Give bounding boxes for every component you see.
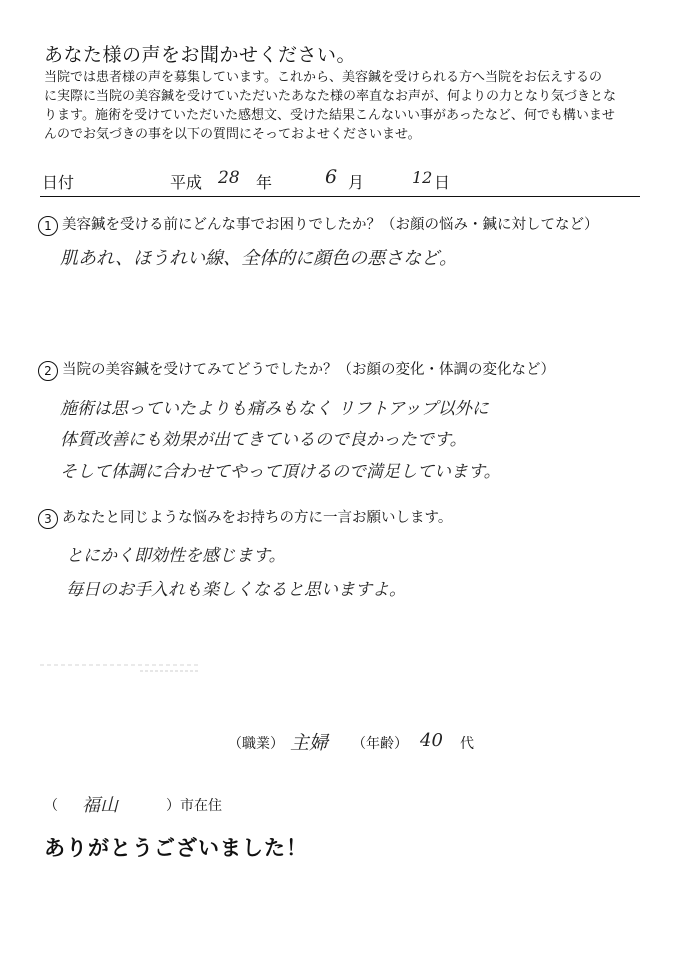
date-day-value: 12	[412, 168, 433, 187]
intro-line: んのでお気づきの事を以下の質問にそっておよせくださいませ。	[44, 127, 421, 142]
occupation-label: （職業）	[228, 736, 284, 752]
age-suffix: 代	[460, 736, 474, 752]
answer-1-line: 肌あれ、ほうれい線、全体的に顔色の悪さなど。	[60, 248, 458, 269]
date-month-value: 6	[325, 166, 338, 188]
question-number: 2	[38, 361, 58, 381]
question-text: あなたと同じような悩みをお持ちの方に一言お願いします。	[62, 510, 453, 526]
question-number: 1	[38, 216, 58, 236]
scan-artifact	[40, 662, 200, 674]
city-open-paren: （	[44, 798, 58, 814]
question-1	[38, 213, 599, 236]
question-number: 3	[38, 509, 58, 529]
city-suffix: ）市在住	[166, 798, 222, 814]
age-value: 40	[420, 730, 443, 751]
answer-2-line: 施術は思っていたよりも痛みもなく リフトアップ以外に	[60, 399, 489, 419]
question-3	[38, 506, 452, 529]
answer-3-line: とにかく即効性を感じます。	[66, 546, 286, 566]
intro-line: 当院では患者様の声を募集しています。これから、美容鍼を受けられる方へ当院をお伝えするの	[44, 70, 602, 85]
date-label: 日付	[42, 173, 75, 192]
answer-2-line: そして体調に合わせてやって頂けるので満足しています。	[60, 462, 501, 482]
question-2	[38, 358, 555, 381]
occupation-value: 主婦	[290, 732, 329, 754]
answer-3-line: 毎日のお手入れも楽しくなると思いますよ。	[66, 580, 406, 600]
intro-line: ります。施術を受けていただいた感想文、受けた結果こんないい事があったなど、何でも構いませ	[44, 108, 615, 123]
intro-paragraph	[44, 68, 644, 144]
thanks-message: ありがとうございました！	[44, 836, 308, 860]
date-day-label: 日	[434, 173, 451, 192]
date-year-value: 28	[218, 168, 240, 188]
date-year-label: 年	[256, 173, 273, 192]
question-text: 美容鍼を受ける前にどんな事でお困りでしたか？（お顔の悩み・鍼に対してなど）	[62, 217, 599, 233]
city-value: 福山	[82, 795, 118, 816]
answer-2-line: 体質改善にも効果が出てきているので良かったです。	[60, 430, 467, 450]
page-title: あなた様の声をお聞かせください。	[44, 44, 357, 66]
age-label: （年齢）	[352, 736, 408, 752]
date-era: 平成	[170, 173, 203, 192]
question-text: 当院の美容鍼を受けてみてどうでしたか？（お顔の変化・体調の変化など）	[62, 362, 555, 378]
intro-line: に実際に当院の美容鍼を受けていただいたあなた様の率直なお声が、何よりの力となり気づきとな	[44, 89, 617, 104]
date-row	[40, 166, 640, 197]
date-month-label: 月	[348, 173, 365, 192]
